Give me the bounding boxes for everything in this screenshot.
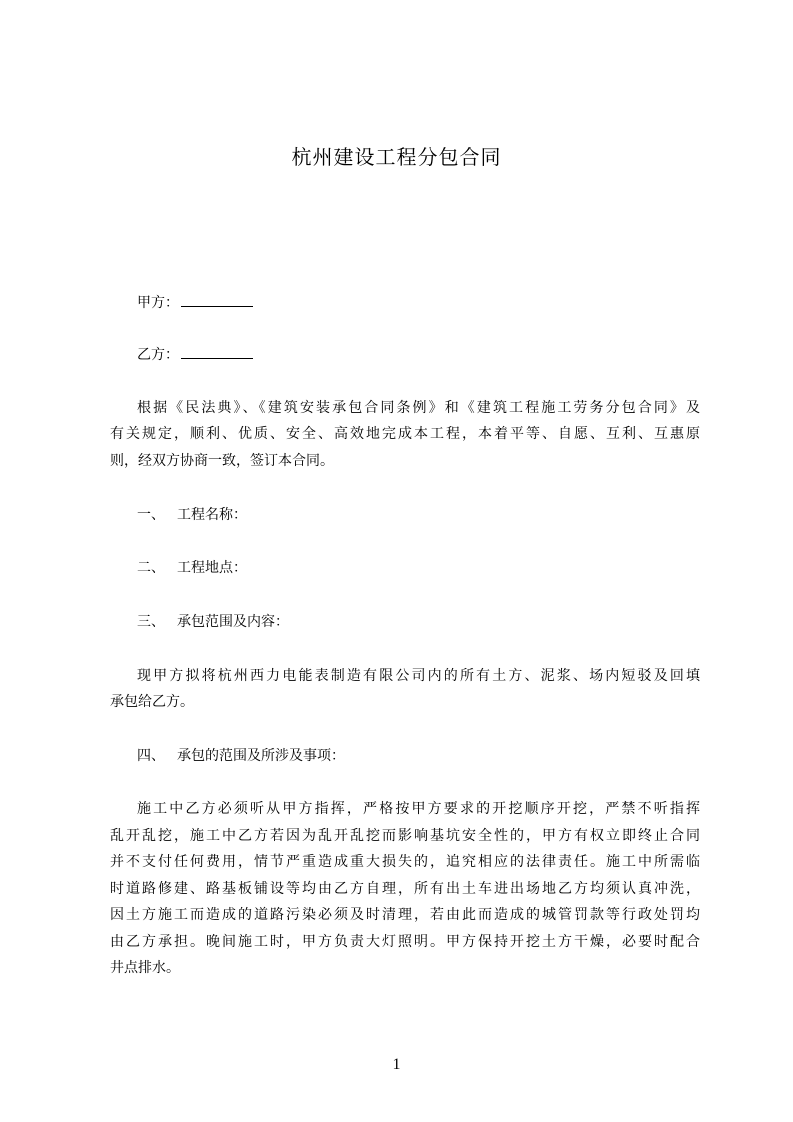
section4-line: 并不支付任何费用，情节严重造成重大损失的，追究相应的法律责任。施工中所需临	[110, 854, 700, 870]
section-heading	[110, 505, 727, 525]
section-number: 二、	[137, 560, 165, 576]
section4-line: 乱开乱挖，施工中乙方若因为乱开乱挖而影响基坑安全性的，甲方有权立即终止合同	[110, 828, 700, 844]
section-title: 工程地点：	[177, 560, 247, 576]
section4-line: 由乙方承担。晚间施工时，甲方负责大灯照明。甲方保持开挖土方干燥，必要时配合	[110, 934, 700, 950]
party-a-blank	[181, 292, 253, 307]
section-heading	[110, 558, 727, 578]
section-title: 工程名称：	[177, 507, 247, 523]
section-title: 承包的范围及所涉及事项：	[177, 748, 345, 764]
party-a-label: 甲方：	[137, 295, 179, 311]
party-b-label: 乙方：	[137, 347, 179, 363]
section-title: 承包范围及内容：	[177, 614, 289, 630]
preamble-line: 则，经双方协商一致，签订本合同。	[110, 453, 334, 469]
section4-line: 施工中乙方必须听从甲方指挥，严格按甲方要求的开挖顺序开挖，严禁不听指挥	[137, 801, 700, 817]
preamble-line: 根据《民法典》、《建筑安装承包合同条例》和《建筑工程施工劳务分包合同》及	[137, 400, 700, 416]
section4-line: 因土方施工而造成的道路污染必须及时清理，若由此而造成的城管罚款等行政处罚均	[110, 907, 700, 923]
section4-line: 井点排水。	[110, 960, 180, 976]
party-b-line	[110, 344, 727, 365]
section3-line: 现甲方拟将杭州西力电能表制造有限公司内的所有土方、泥浆、场内短驳及回填	[137, 668, 700, 684]
party-b-blank	[181, 344, 253, 359]
party-a-line	[110, 292, 727, 313]
section-heading	[110, 612, 727, 632]
section3-line: 承包给乙方。	[110, 694, 194, 710]
page-number: 1	[392, 1056, 401, 1073]
preamble-line: 有关规定，顺利、优质、安全、高效地完成本工程，本着平等、自愿、互利、互惠原	[110, 426, 700, 442]
section-heading	[110, 746, 727, 766]
document-title: 杭州建设工程分包合同	[291, 145, 502, 169]
section4-line: 时道路修建、路基板铺设等均由乙方自理，所有出土车进出场地乙方均须认真冲洗，	[110, 881, 700, 897]
section-number: 三、	[137, 614, 165, 630]
section-number: 一、	[137, 507, 165, 523]
section-number: 四、	[137, 748, 165, 764]
